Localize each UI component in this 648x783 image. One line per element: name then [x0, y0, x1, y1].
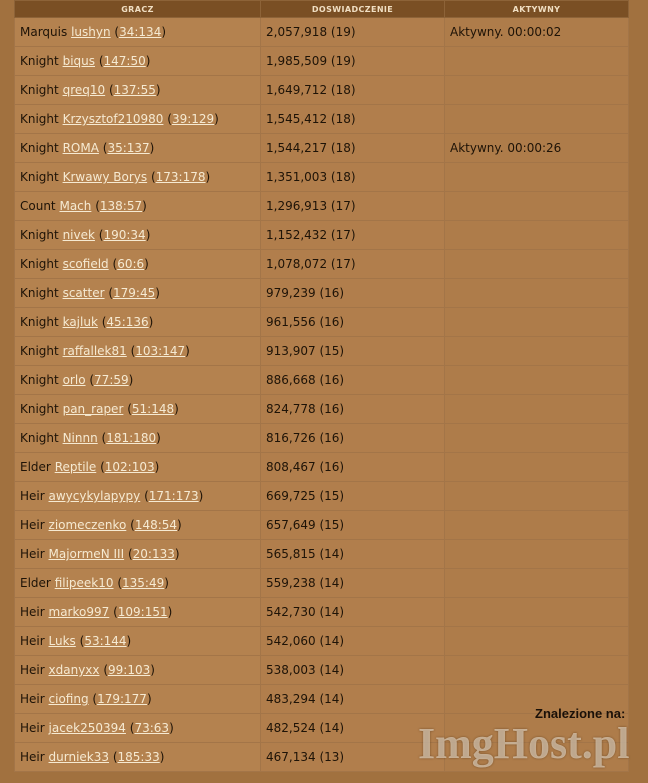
coords-close-paren: ) [145, 54, 151, 68]
table-row [15, 482, 629, 511]
coords-open-paren: ( [144, 489, 149, 503]
player-link[interactable]: Luks [48, 634, 76, 648]
active-cell [445, 47, 629, 76]
table-row [15, 18, 629, 47]
active-cell [445, 482, 629, 511]
coords-open-paren: ( [129, 721, 135, 735]
player-rank: Knight [20, 344, 59, 358]
table-row [15, 163, 629, 192]
coords-close-paren: ) [145, 228, 151, 242]
experience-cell: 1,985,509 (19) [261, 47, 445, 76]
coords-close-paren: ) [174, 547, 180, 561]
player-cell [15, 395, 261, 424]
watermark-logo: ImgHost.pl [418, 719, 630, 768]
coords-open-paren: ( [127, 402, 132, 416]
player-link[interactable]: kajluk [62, 315, 98, 329]
player-link[interactable]: ziomeczenko [48, 518, 127, 532]
table-row [15, 511, 629, 540]
experience-cell: 816,726 (16) [261, 424, 445, 453]
experience-cell: 657,649 (15) [261, 511, 445, 540]
experience-cell: 559,238 (14) [261, 569, 445, 598]
coords-close-paren: ) [198, 489, 204, 503]
player-cell [15, 743, 261, 772]
coords-open-paren: ( [95, 199, 100, 213]
player-rank: Knight [20, 257, 59, 271]
coords-link[interactable]: 190:34 [103, 228, 146, 242]
coords-link[interactable]: 109:151 [117, 605, 168, 619]
player-rank: Knight [20, 315, 59, 329]
player-link[interactable]: pan_raper [62, 402, 124, 416]
player-cell [15, 714, 261, 743]
player-link[interactable]: Ninnn [62, 431, 98, 445]
player-link[interactable]: lushyn [71, 25, 111, 39]
experience-cell: 1,152,432 (17) [261, 221, 445, 250]
coords-open-paren: ( [117, 576, 123, 590]
coords-link[interactable]: 103:147 [135, 344, 186, 358]
player-rank: Knight [20, 431, 59, 445]
player-cell [15, 192, 261, 221]
coords-link[interactable]: 73:63 [134, 721, 170, 735]
table-row [15, 76, 629, 105]
coords-open-paren: ( [102, 141, 108, 155]
player-rank: Count [20, 199, 56, 213]
player-link[interactable]: orlo [62, 373, 86, 387]
coords-close-paren: ) [126, 634, 132, 648]
active-cell [445, 453, 629, 482]
coords-link[interactable]: 135:49 [122, 576, 165, 590]
player-cell [15, 511, 261, 540]
coords-close-paren: ) [142, 199, 147, 213]
player-rank: Knight [20, 170, 59, 184]
player-cell [15, 47, 261, 76]
table-row [15, 308, 629, 337]
active-cell [445, 279, 629, 308]
coords-open-paren: ( [108, 286, 114, 300]
table-row [15, 105, 629, 134]
coords-open-paren: ( [130, 518, 135, 532]
active-cell [445, 511, 629, 540]
player-rank: Knight [20, 112, 59, 126]
active-cell: Aktywny. 00:00:02 [445, 18, 629, 47]
ranking-table [14, 0, 629, 772]
coords-open-paren: ( [79, 634, 85, 648]
player-link[interactable]: MajormeN III [48, 547, 125, 561]
coords-close-paren: ) [150, 663, 155, 677]
active-cell [445, 540, 629, 569]
table-row [15, 453, 629, 482]
coords-link[interactable]: 179:177 [97, 692, 147, 706]
player-cell [15, 453, 261, 482]
coords-open-paren: ( [89, 373, 95, 387]
player-rank: Knight [20, 54, 59, 68]
coords-close-paren: ) [154, 460, 160, 474]
coords-link[interactable]: 102:103 [104, 460, 155, 474]
player-cell [15, 105, 261, 134]
coords-open-paren: ( [114, 25, 120, 39]
player-link[interactable]: raffallek81 [62, 344, 127, 358]
player-rank: Elder [20, 576, 51, 590]
player-rank: Knight [20, 141, 59, 155]
coords-open-paren: ( [150, 170, 156, 184]
coords-link[interactable]: 148:54 [134, 518, 178, 532]
coords-close-paren: ) [156, 431, 161, 445]
coords-close-paren: ) [128, 373, 134, 387]
active-cell [445, 163, 629, 192]
player-rank: Heir [20, 547, 45, 561]
coords-close-paren: ) [205, 170, 211, 184]
table-row [15, 221, 629, 250]
header-experience: DOSWIADCZENIE [261, 1, 445, 18]
player-cell [15, 76, 261, 105]
player-cell [15, 569, 261, 598]
experience-cell: 808,467 (16) [261, 453, 445, 482]
table-row [15, 569, 629, 598]
player-rank: Elder [20, 460, 51, 474]
experience-cell: 2,057,918 (19) [261, 18, 445, 47]
player-link[interactable]: scofield [62, 257, 109, 271]
coords-link[interactable]: 34:134 [119, 25, 162, 39]
coords-close-paren: ) [155, 286, 160, 300]
table-row [15, 598, 629, 627]
coords-link[interactable]: 138:57 [99, 199, 143, 213]
coords-open-paren: ( [112, 257, 118, 271]
player-rank: Heir [20, 663, 45, 677]
player-link[interactable]: qreq10 [62, 83, 106, 97]
coords-link[interactable]: 99:103 [108, 663, 151, 677]
coords-link[interactable]: 173:178 [155, 170, 206, 184]
player-cell [15, 685, 261, 714]
player-cell [15, 540, 261, 569]
active-cell [445, 366, 629, 395]
player-link[interactable]: biqus [62, 54, 96, 68]
coords-link[interactable]: 35:137 [107, 141, 150, 155]
active-cell [445, 76, 629, 105]
coords-close-paren: ) [169, 721, 174, 735]
experience-cell: 482,524 (14) [261, 714, 445, 743]
table-row [15, 366, 629, 395]
player-link[interactable]: ROMA [62, 141, 99, 155]
coords-link[interactable]: 51:148 [131, 402, 175, 416]
coords-open-paren: ( [113, 605, 118, 619]
coords-link[interactable]: 39:129 [171, 112, 215, 126]
table-row [15, 337, 629, 366]
coords-close-paren: ) [174, 402, 179, 416]
experience-cell: 538,003 (14) [261, 656, 445, 685]
experience-cell: 467,134 (13) [261, 743, 445, 772]
coords-close-paren: ) [164, 576, 169, 590]
active-cell [445, 337, 629, 366]
active-cell [445, 192, 629, 221]
ranking-rows [15, 18, 629, 772]
player-link[interactable]: Mach [59, 199, 92, 213]
player-rank: Knight [20, 402, 59, 416]
coords-open-paren: ( [98, 54, 104, 68]
player-link[interactable]: ciofing [48, 692, 89, 706]
player-cell [15, 598, 261, 627]
player-link[interactable]: filipeek10 [54, 576, 114, 590]
table-row [15, 47, 629, 76]
player-rank: Marquis [20, 25, 68, 39]
active-cell [445, 250, 629, 279]
coords-open-paren: ( [101, 315, 107, 329]
experience-cell: 542,730 (14) [261, 598, 445, 627]
coords-link[interactable]: 137:55 [113, 83, 156, 97]
player-cell [15, 221, 261, 250]
player-rank: Knight [20, 286, 59, 300]
table-row [15, 250, 629, 279]
player-rank: Knight [20, 228, 59, 242]
coords-link[interactable]: 181:180 [106, 431, 157, 445]
active-cell [445, 308, 629, 337]
table-row [15, 395, 629, 424]
player-link[interactable]: jacek250394 [48, 721, 126, 735]
watermark-label: Znalezione na: [535, 706, 626, 721]
coords-link[interactable]: 77:59 [94, 373, 129, 387]
player-link[interactable]: marko997 [48, 605, 110, 619]
active-cell [445, 221, 629, 250]
coords-open-paren: ( [112, 750, 118, 764]
player-cell [15, 250, 261, 279]
experience-cell: 1,544,217 (18) [261, 134, 445, 163]
player-rank: Knight [20, 83, 59, 97]
coords-close-paren: ) [161, 25, 167, 39]
coords-link[interactable]: 147:50 [103, 54, 146, 68]
player-cell [15, 337, 261, 366]
experience-cell: 1,649,712 (18) [261, 76, 445, 105]
active-cell [445, 656, 629, 685]
coords-link[interactable]: 185:33 [117, 750, 160, 764]
coords-close-paren: ) [148, 315, 154, 329]
player-rank: Heir [20, 634, 45, 648]
coords-close-paren: ) [155, 83, 161, 97]
player-link[interactable]: xdanyxx [48, 663, 100, 677]
coords-close-paren: ) [144, 257, 149, 271]
coords-link[interactable]: 53:144 [84, 634, 127, 648]
player-link[interactable]: nivek [62, 228, 95, 242]
experience-cell: 886,668 (16) [261, 366, 445, 395]
experience-cell: 542,060 (14) [261, 627, 445, 656]
player-rank: Heir [20, 692, 45, 706]
player-link[interactable]: awycykylapypy [48, 489, 141, 503]
coords-close-paren: ) [159, 750, 165, 764]
coords-open-paren: ( [130, 344, 136, 358]
player-cell [15, 163, 261, 192]
experience-cell: 1,078,072 (17) [261, 250, 445, 279]
table-row [15, 424, 629, 453]
coords-link[interactable]: 171:173 [148, 489, 199, 503]
experience-cell: 1,545,412 (18) [261, 105, 445, 134]
player-rank: Knight [20, 373, 59, 387]
active-cell [445, 105, 629, 134]
table-row [15, 627, 629, 656]
player-cell [15, 134, 261, 163]
table-row [15, 656, 629, 685]
table-row [15, 134, 629, 163]
active-cell [445, 598, 629, 627]
table-row [15, 192, 629, 221]
coords-open-paren: ( [103, 663, 109, 677]
experience-cell: 669,725 (15) [261, 482, 445, 511]
coords-link[interactable]: 179:45 [113, 286, 156, 300]
coords-link[interactable]: 45:136 [106, 315, 149, 329]
table-header-row [15, 1, 629, 18]
player-rank: Heir [20, 750, 45, 764]
coords-open-paren: ( [101, 431, 107, 445]
table-row [15, 540, 629, 569]
active-cell [445, 395, 629, 424]
active-cell [445, 424, 629, 453]
coords-open-paren: ( [127, 547, 133, 561]
player-cell [15, 627, 261, 656]
experience-cell: 1,296,913 (17) [261, 192, 445, 221]
player-link[interactable]: scatter [62, 286, 105, 300]
player-link[interactable]: Krzysztof210980 [62, 112, 164, 126]
experience-cell: 824,778 (16) [261, 395, 445, 424]
experience-cell: 483,294 (14) [261, 685, 445, 714]
player-rank: Heir [20, 605, 45, 619]
player-link[interactable]: durniek33 [48, 750, 110, 764]
coords-open-paren: ( [167, 112, 172, 126]
player-cell [15, 308, 261, 337]
experience-cell: 1,351,003 (18) [261, 163, 445, 192]
coords-link[interactable]: 20:133 [132, 547, 175, 561]
active-cell [445, 569, 629, 598]
active-cell: Aktywny. 00:00:26 [445, 134, 629, 163]
experience-cell: 913,907 (15) [261, 337, 445, 366]
player-cell [15, 366, 261, 395]
coords-link[interactable]: 60:6 [117, 257, 145, 271]
experience-cell: 979,239 (16) [261, 279, 445, 308]
player-link[interactable]: Reptile [54, 460, 97, 474]
coords-close-paren: ) [146, 692, 152, 706]
player-rank: Heir [20, 489, 45, 503]
header-active: AKTYWNY [445, 1, 629, 18]
coords-close-paren: ) [185, 344, 190, 358]
player-cell [15, 18, 261, 47]
player-rank: Heir [20, 721, 45, 735]
coords-open-paren: ( [92, 692, 98, 706]
active-cell [445, 627, 629, 656]
player-cell [15, 424, 261, 453]
coords-close-paren: ) [214, 112, 219, 126]
experience-cell: 961,556 (16) [261, 308, 445, 337]
coords-close-paren: ) [149, 141, 155, 155]
table-row [15, 279, 629, 308]
coords-close-paren: ) [167, 605, 173, 619]
coords-open-paren: ( [108, 83, 114, 97]
player-rank: Heir [20, 518, 45, 532]
player-link[interactable]: Krwawy Borys [62, 170, 148, 184]
player-cell [15, 279, 261, 308]
player-cell [15, 482, 261, 511]
coords-open-paren: ( [98, 228, 104, 242]
player-cell [15, 656, 261, 685]
coords-open-paren: ( [100, 460, 105, 474]
coords-close-paren: ) [177, 518, 182, 532]
header-player: GRACZ [15, 1, 261, 18]
experience-cell: 565,815 (14) [261, 540, 445, 569]
